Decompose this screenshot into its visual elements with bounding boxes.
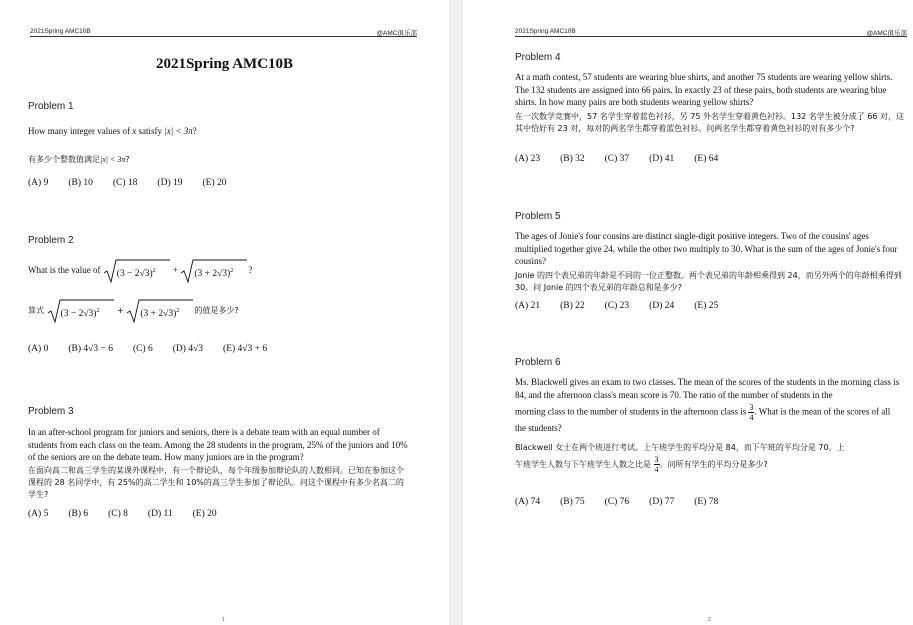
radical-b: $(3 + 2√3)^2$ [180, 258, 248, 284]
problem-1-choices [28, 178, 247, 188]
choice-b: (B) 32 [560, 154, 585, 164]
fraction-3-4: $\frac{3}{4}$ [749, 403, 754, 422]
choice-b: (B) 10 [68, 178, 93, 188]
choice-a: (A) 21 [515, 301, 541, 311]
radical-a-cn: $(3 - 2√3)^2$ [47, 298, 115, 324]
choice-c: (C) 8 [108, 509, 128, 519]
choice-e: (E) 4√3 + 6 [223, 344, 268, 354]
choice-c: (C) 6 [132, 344, 153, 354]
choice-d: (D) 77 [649, 497, 675, 507]
problem-5-heading: Problem 5 [515, 211, 561, 222]
choice-e: (E) 25 [694, 301, 719, 311]
choice-b: (B) 6 [68, 509, 89, 519]
problem-4-text-cn: 在一次数学竞赛中，57 名学生穿着蓝色衬衫，另 75 外名学生穿着黄色衬衫。132 名学生被分成了 66 对，这其中恰好有 23 对，每对的两名学生都穿着蓝色衬衫。问两名学生都穿着黄色衬衫的对有多少个? [515, 112, 905, 133]
choice-c: (C) 37 [604, 154, 630, 164]
problem-5-text-en: The ages of Jonie's four cousins are distinct single-digit positive integers. Two of the cousins' ages multiplied together give 24, while the other two multiply to 30. What is the sum of the ages of Jonie's four cousins? [515, 231, 898, 266]
page-number-left: 1 [222, 617, 225, 623]
choice-a: (A) 5 [28, 509, 49, 519]
page-number-right: 2 [708, 617, 711, 623]
problem-5-text-cn: Jonie 的四个表兄弟的年龄是不同的一位正整数。两个表兄弟的年龄相乘得到 24，而另外两个的年龄相乘得到 30。问 Jonie 的四个表兄弟的年龄总和是多少? [515, 271, 902, 292]
choice-e: (E) 20 [192, 509, 217, 519]
choice-b: (B) 75 [560, 497, 585, 507]
choice-b: (B) 22 [560, 301, 585, 311]
problem-3-text-en: In an after-school program for juniors and seniors, there is a debate team with an equal number of students from each class on the team. Among the 28 students in the program, 25% of the juniors and 10% of the seniors are on the debate team. How many juniors are in the program? [28, 427, 408, 462]
problem-1-heading: Problem 1 [28, 101, 74, 112]
choice-d: (D) 24 [649, 301, 675, 311]
problem-4-text-en: At a math contest, 57 students are wearing blue shirts, and another 75 students are wearing yellow shirts. The 132 students are assigned into 66 pairs. In exactly 23 of these pairs, both students are wearing blue shirts. In how many pairs are both students wearing yellow shirts? [515, 72, 893, 107]
choice-a: (A) 0 [28, 344, 49, 354]
choice-e: (E) 20 [202, 178, 227, 188]
problem-2-choices [28, 344, 287, 354]
problem-5-choices [515, 301, 738, 311]
page-left [0, 0, 449, 625]
choice-e: (E) 64 [694, 154, 719, 164]
problem-2-heading: Problem 2 [28, 235, 74, 246]
page-title: 2021Spring AMC10B [155, 56, 294, 72]
choice-c: (C) 18 [112, 178, 138, 188]
radical-b-cn: $(3 + 2√3)^2$ [126, 298, 194, 324]
problem-1-text-cn: 有多少个整数值满足|x| < 3π? [28, 155, 130, 164]
choice-a: (A) 23 [515, 154, 541, 164]
problem-2-text-cn: 算式 $(3 - 2√3)^2$ + $(3 + 2√3)^2$ 的值是多少? [28, 297, 428, 325]
problem-4-heading: Problem 4 [515, 52, 561, 63]
problem-6-choices [515, 497, 738, 507]
problem-6-heading: Problem 6 [515, 357, 561, 368]
problem-3-text-cn: 在面向高二和高三学生的某课外课程中，有一个辩论队，每个年级参加辩论队的人数相同。已知在参加这个课程的 28 名同学中，有 25%的高二学生和 10%的高三学生参加了辩论队。问这个课程中有多少名高二的学生? [28, 466, 404, 499]
problem-3-choices [28, 509, 237, 519]
choice-d: (D) 41 [649, 154, 675, 164]
header-right-text: @AMC俱乐部 [866, 30, 907, 37]
fraction-3-4-cn: $\frac{3}{4}$ [654, 455, 659, 474]
problem-6-text-cn: Blackwell 女士在两个班进行考试。上午班学生的平均分是 84，而下午班的平均分是 70。上 午班学生人数与下午班学生人数之比是 $\frac{3}{4}$ 。问所有学生的平均分是多少? [515, 443, 845, 474]
radical-a: $(3 - 2√3)^2$ [103, 258, 171, 284]
problem-6-text-en: Ms. Blackwell gives an exam to two classes. The mean of the scores of the students in the morning class is 84, and the afternoon class's mean score is 70. The ratio of the number of students in the morning class to the number of students in the afternoon class is $\frac{3}{4}$ . What is the mean of the scores of all the students? [515, 377, 900, 433]
choice-b: (B) 4√3 − 6 [68, 344, 113, 354]
problem-1-text-en: How many integer values of x satisfy |x| < 3π? [28, 126, 197, 136]
choice-a: (A) 74 [515, 497, 541, 507]
problem-2-text-en: What is the value of $(3 - 2√3)^2$ + $(3 + 2√3)^2$ ? [28, 256, 428, 284]
header-rule [515, 36, 907, 37]
header-right-text: @AMC俱乐部 [376, 30, 417, 37]
choice-a: (A) 9 [28, 178, 49, 188]
header-rule [30, 36, 417, 37]
choice-e: (E) 78 [694, 497, 719, 507]
choice-c: (C) 23 [604, 301, 630, 311]
choice-d: (D) 11 [147, 509, 173, 519]
header-left-text: 2021Spring AMC10B [515, 28, 576, 35]
header-left-text: 2021Spring AMC10B [30, 28, 91, 35]
choice-d: (D) 4√3 [172, 344, 204, 354]
problem-4-choices [515, 154, 738, 164]
problem-3-heading: Problem 3 [28, 406, 74, 417]
choice-d: (D) 19 [157, 178, 183, 188]
choice-c: (C) 76 [604, 497, 630, 507]
page-right [463, 0, 913, 625]
